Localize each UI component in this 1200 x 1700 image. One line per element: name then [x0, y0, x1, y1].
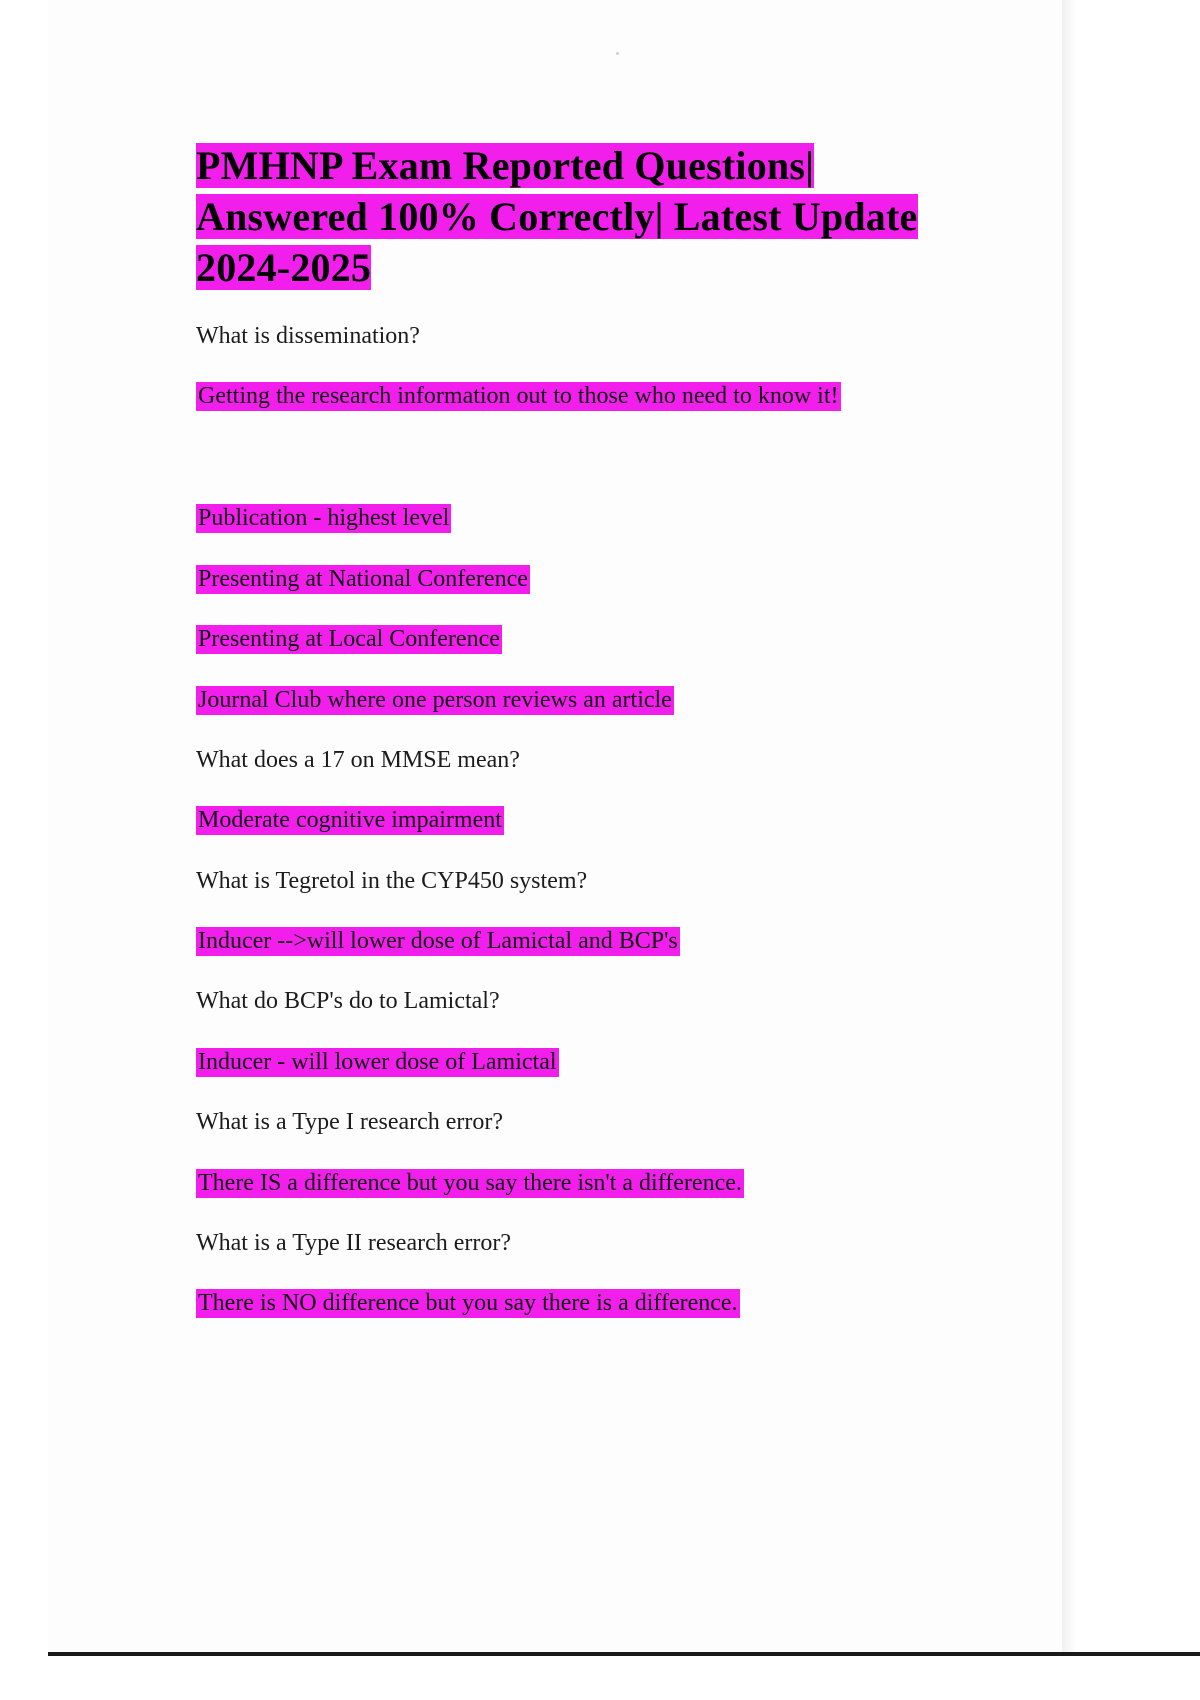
answer-highlight: Inducer - will lower dose of Lamictal	[198, 1048, 557, 1075]
answer-text	[196, 925, 1016, 957]
page-title-line-2: Answered 100% Correctly| Latest Update	[196, 194, 918, 240]
page-title	[196, 140, 1016, 294]
question-text: What is dissemination?	[196, 322, 420, 349]
question-text: What is a Type II research error?	[196, 1230, 512, 1257]
answer-highlight: Journal Club where one person reviews an article	[198, 686, 672, 713]
answer-highlight: Inducer -->will lower dose of Lamictal and BCP's	[198, 928, 678, 955]
answer-highlight: Getting the research information out to those who need to know it!	[198, 382, 839, 409]
answer-text	[196, 1287, 1016, 1319]
page-title-line-1: PMHNP Exam Reported Questions|	[196, 143, 815, 188]
answer-text	[196, 1167, 1016, 1199]
section-spacer	[196, 440, 1016, 502]
question-text: What is Tegretol in the CYP450 system?	[196, 867, 588, 894]
question-text: What do BCP's do to Lamictal?	[196, 988, 500, 1015]
page-edge-shadow	[1062, 0, 1076, 1655]
answer-text	[196, 380, 1016, 412]
answer-text	[196, 563, 1016, 595]
document-page	[48, 0, 1062, 1655]
answer-highlight: Presenting at National Conference	[198, 565, 528, 592]
answer-text	[196, 1046, 1016, 1078]
document-content	[196, 140, 1016, 1348]
page-artifact-dot	[616, 52, 619, 55]
answer-highlight: There IS a difference but you say there isn't a difference.	[198, 1169, 742, 1196]
page-title-line-3: 2024-2025	[196, 245, 372, 291]
answer-highlight: Publication - highest level	[198, 505, 450, 532]
answer-highlight: There is NO difference but you say there is a difference.	[198, 1290, 738, 1317]
answer-text	[196, 684, 1016, 716]
answer-text	[196, 804, 1016, 836]
answer-highlight: Moderate cognitive impairment	[198, 807, 502, 834]
answer-text	[196, 502, 1016, 534]
page-bottom-rule	[48, 1652, 1200, 1656]
question-text: What does a 17 on MMSE mean?	[196, 746, 520, 773]
answer-highlight: Presenting at Local Conference	[198, 626, 500, 653]
question-text: What is a Type I research error?	[196, 1109, 504, 1136]
answer-text	[196, 623, 1016, 655]
